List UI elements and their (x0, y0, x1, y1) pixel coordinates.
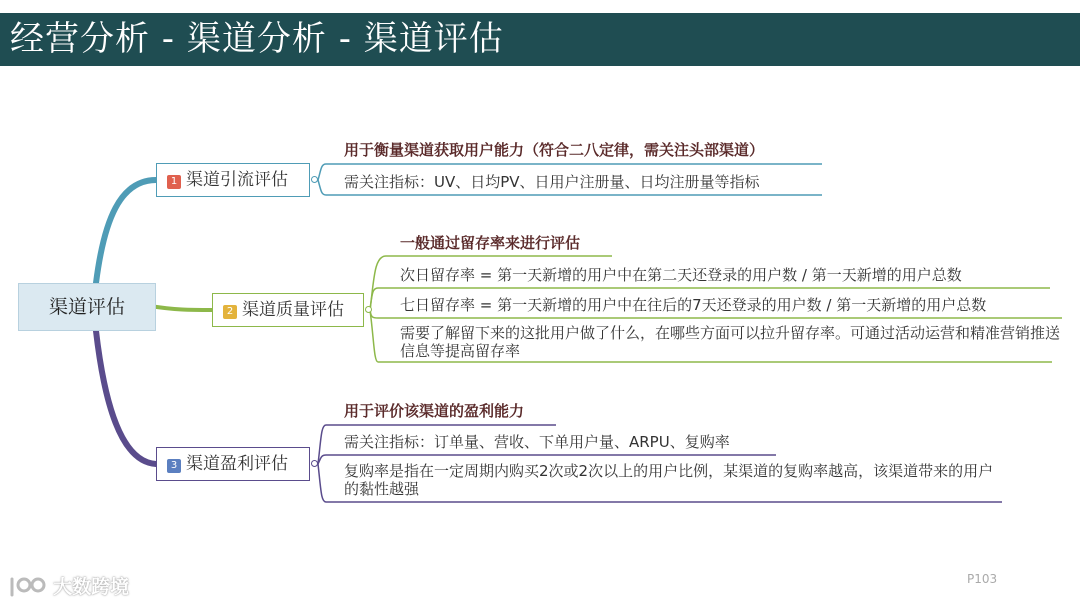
branch-1-label: 渠道引流评估 (186, 170, 288, 190)
connector-branch-3 (96, 331, 156, 464)
logo-text: 大数跨境 (53, 576, 130, 598)
branch-node-1[interactable] (156, 163, 310, 197)
branch-3-label: 渠道盈利评估 (186, 454, 288, 474)
branch-1-collapse-icon[interactable] (311, 176, 318, 183)
branch-2-number-badge: 2 (223, 305, 237, 319)
logo-icon (8, 575, 48, 599)
branch-2-detail-2: 次日留存率 = 第一天新增的用户中在第二天还登录的用户数 / 第一天新增的用户总数 (400, 266, 962, 284)
branch-3-collapse-icon[interactable] (311, 460, 318, 467)
root-node[interactable] (18, 283, 156, 331)
branch-3-detail-1: 用于评价该渠道的盈利能力 (344, 402, 525, 420)
branch-1-detail-2: 需关注指标：UV、日均PV、日用户注册量、日均注册量等指标 (344, 173, 760, 191)
page-title: 经营分析 - 渠道分析 - 渠道评估 (10, 19, 504, 59)
branch-node-2[interactable] (212, 293, 364, 327)
branch-3-number-badge: 3 (167, 459, 181, 473)
page-number: P103 (967, 572, 998, 586)
branch-1-number-badge: 1 (167, 175, 181, 189)
branch-2-detail-1: 一般通过留存率来进行评估 (400, 234, 581, 252)
branch-2-detail-3: 七日留存率 = 第一天新增的用户中在往后的7天还登录的用户数 / 第一天新增的用户总数 (400, 296, 987, 314)
branch-2-detail-4: 需要了解留下来的这批用户做了什么，在哪些方面可以拉升留存率。可通过活动运营和精准营销推送信息等提高留存率 (400, 324, 1061, 360)
branch-1-detail-1: 用于衡量渠道获取用户能力（符合二八定律，需关注头部渠道） (344, 141, 765, 159)
branch-3-detail-2: 需关注指标：订单量、营收、下单用户量、ARPU、复购率 (344, 433, 730, 451)
branch-3-detail-3: 复购率是指在一定周期内购买2次或2次以上的用户比例，某渠道的复购率越高，该渠道带来的用户的黏性越强 (344, 462, 994, 498)
connector-branch-1 (96, 180, 156, 283)
brand-logo (8, 572, 129, 600)
branch-node-3[interactable] (156, 447, 310, 481)
connector-branch-2 (150, 306, 212, 310)
branch-2-collapse-icon[interactable] (365, 306, 372, 313)
root-node-label: 渠道评估 (48, 296, 125, 318)
branch-2-label: 渠道质量评估 (242, 300, 344, 320)
